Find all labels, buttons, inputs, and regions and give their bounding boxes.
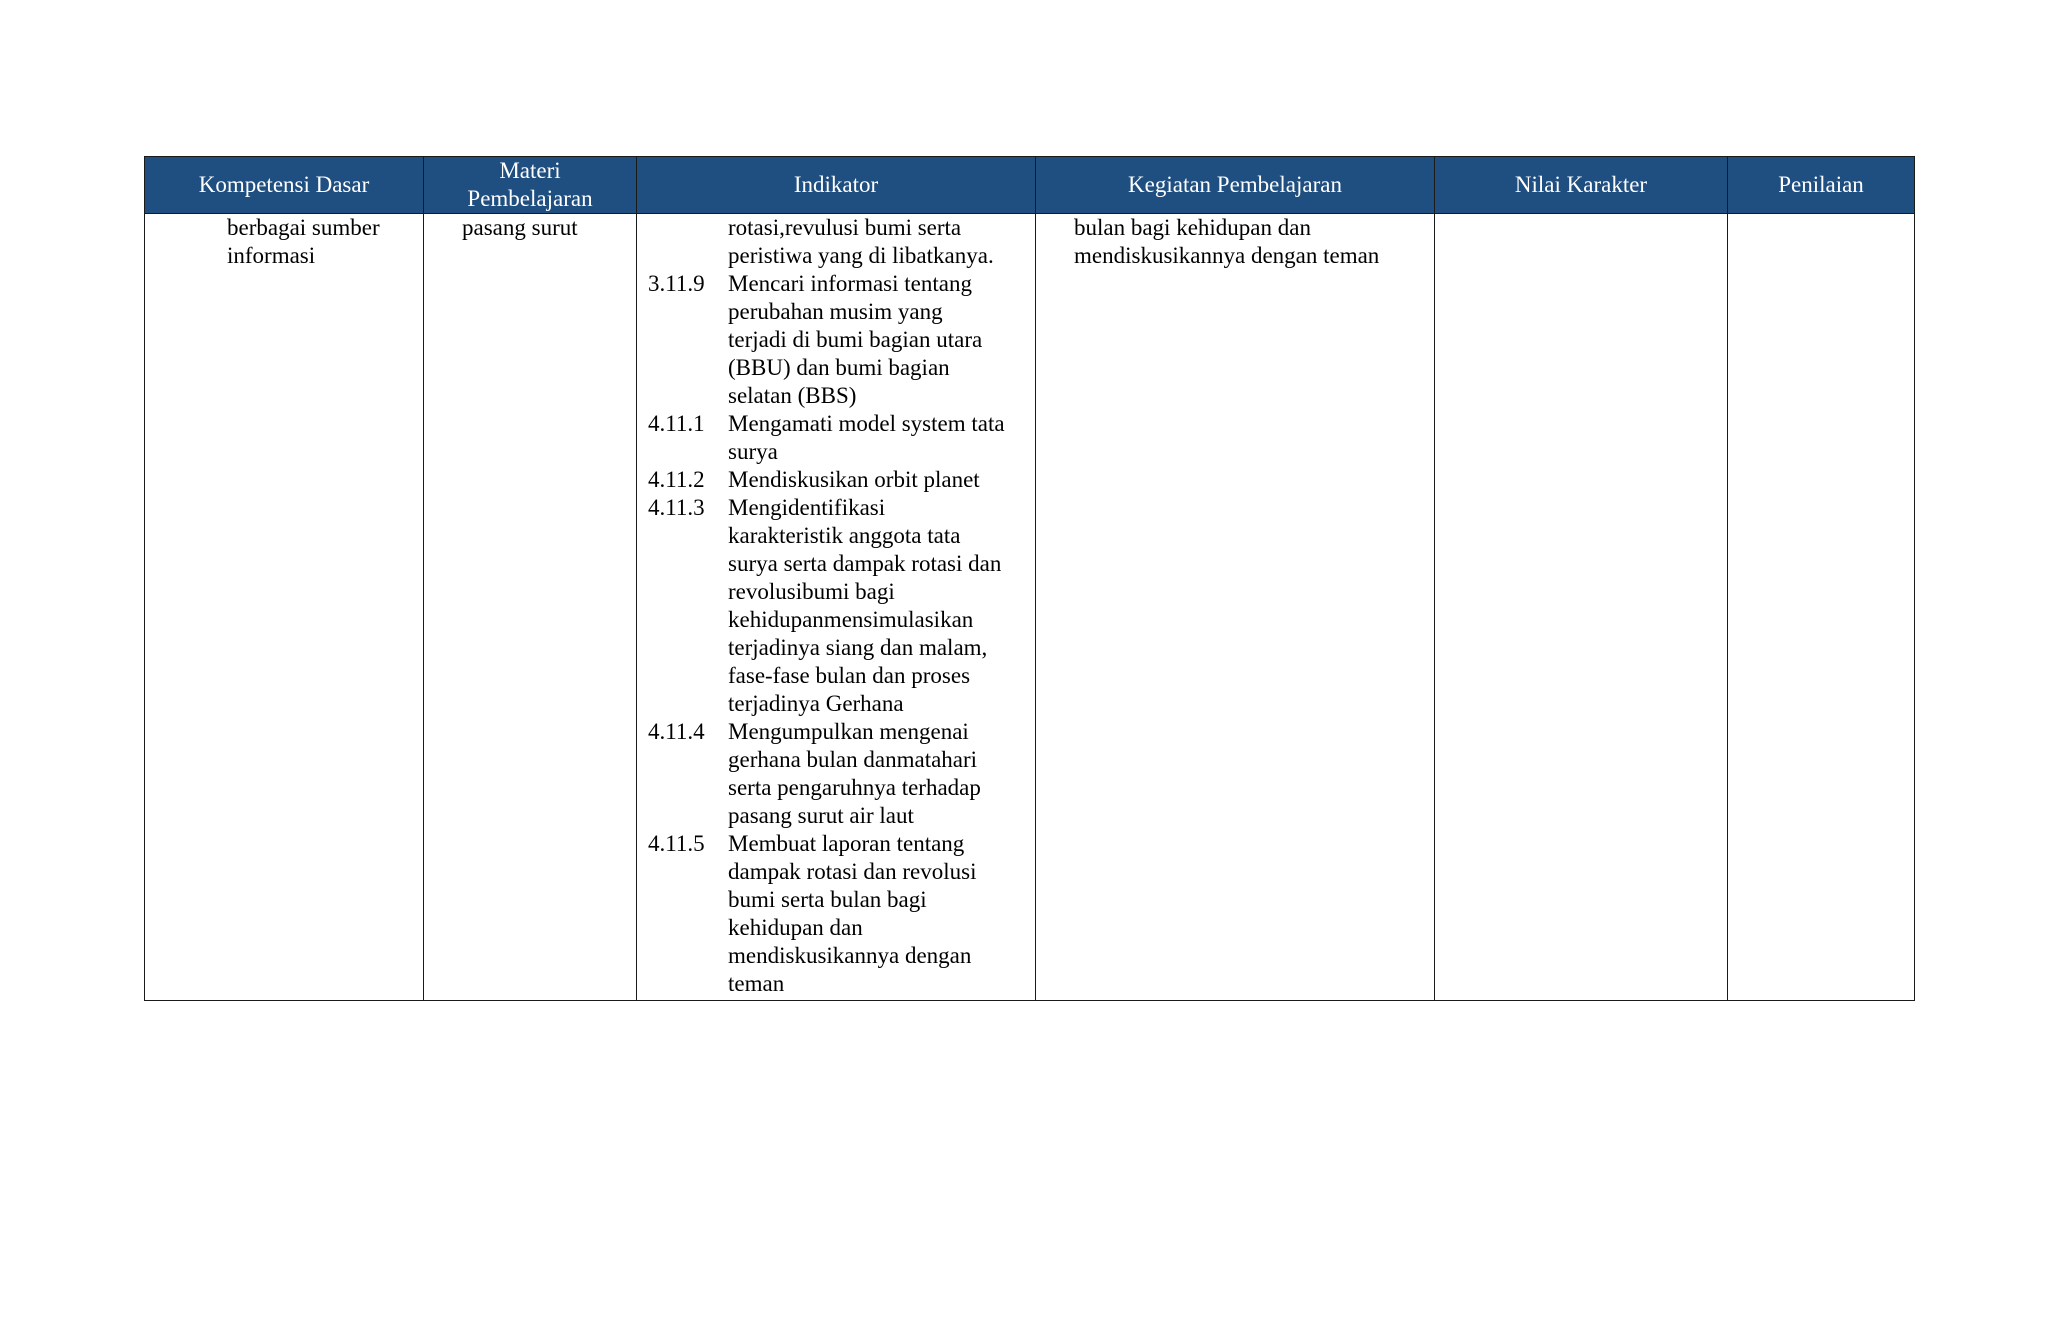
indikator-line: dampak rotasi dan revolusi (728, 859, 977, 884)
indikator-number: 4.11.2 (648, 467, 705, 492)
indikator-number: 4.11.5 (648, 831, 705, 856)
header-indikator: Indikator (637, 157, 1036, 214)
indikator-line: mendiskusikannya dengan (728, 943, 972, 968)
indikator-line: fase-fase bulan dan proses (728, 663, 971, 688)
indikator-line: kehidupanmensimulasikan (728, 607, 974, 632)
indikator-line: (BBU) dan bumi bagian (728, 355, 950, 380)
indikator-line: terjadinya Gerhana (728, 691, 904, 716)
indikator-line: terjadinya siang dan malam, (728, 635, 988, 660)
cell-kompetensi-dasar (145, 214, 424, 1001)
header-materi-line1: Materi (499, 158, 561, 183)
indikator-line: surya serta dampak rotasi dan (728, 551, 1002, 576)
header-materi-pembelajaran (424, 157, 637, 214)
indikator-item (648, 718, 1029, 830)
kd-line: informasi (227, 243, 316, 268)
indikator-line: perubahan musim yang (728, 299, 943, 324)
indikator-item (648, 466, 1029, 494)
indikator-line: teman (728, 971, 785, 996)
indikator-line: Mendiskusikan orbit planet (728, 467, 980, 492)
indikator-intro (648, 214, 1029, 270)
indikator-line: Membuat laporan tentang (728, 831, 965, 856)
indikator-line: selatan (BBS) (728, 383, 857, 408)
table-row (145, 214, 1915, 1001)
kd-line: berbagai sumber (227, 215, 380, 240)
header-row (145, 157, 1915, 214)
header-kegiatan-pembelajaran: Kegiatan Pembelajaran (1036, 157, 1435, 214)
indikator-line: karakteristik anggota tata (728, 523, 961, 548)
indikator-line: Mengamati model system tata (728, 411, 1005, 436)
indikator-number: 4.11.4 (648, 719, 705, 744)
materi-line: pasang surut (462, 215, 578, 240)
indikator-line: bumi serta bulan bagi (728, 887, 927, 912)
header-kompetensi-dasar: Kompetensi Dasar (145, 157, 424, 214)
kegiatan-line: bulan bagi kehidupan dan (1074, 215, 1311, 240)
indikator-intro-line: peristiwa yang di libatkanya. (728, 243, 994, 268)
kegiatan-line: mendiskusikannya dengan teman (1074, 243, 1380, 268)
indikator-number: 4.11.3 (648, 495, 705, 520)
cell-nilai-karakter (1435, 214, 1728, 1001)
indikator-line: Mengidentifikasi (728, 495, 886, 520)
indikator-line: gerhana bulan danmatahari (728, 747, 978, 772)
indikator-number: 4.11.1 (648, 411, 705, 436)
indikator-line: surya (728, 439, 778, 464)
header-penilaian: Penilaian (1728, 157, 1915, 214)
header-nilai-karakter: Nilai Karakter (1435, 157, 1728, 214)
indikator-line: terjadi di bumi bagian utara (728, 327, 983, 352)
indikator-item (648, 410, 1029, 466)
indikator-item (648, 270, 1029, 410)
indikator-intro-line: rotasi,revulusi bumi serta (728, 215, 962, 240)
cell-penilaian (1728, 214, 1915, 1001)
indikator-item (648, 494, 1029, 718)
cell-indikator (637, 214, 1036, 1001)
indikator-line: revolusibumi bagi (728, 579, 895, 604)
indikator-line: Mengumpulkan mengenai (728, 719, 969, 744)
indikator-line: serta pengaruhnya terhadap (728, 775, 981, 800)
indikator-number: 3.11.9 (648, 271, 705, 296)
cell-kegiatan (1036, 214, 1435, 1001)
syllabus-table (144, 156, 1915, 1001)
cell-materi (424, 214, 637, 1001)
indikator-item (648, 830, 1029, 998)
indikator-line: kehidupan dan (728, 915, 863, 940)
indikator-line: pasang surut air laut (728, 803, 914, 828)
indikator-line: Mencari informasi tentang (728, 271, 972, 296)
header-materi-line2: Pembelajaran (467, 186, 593, 211)
